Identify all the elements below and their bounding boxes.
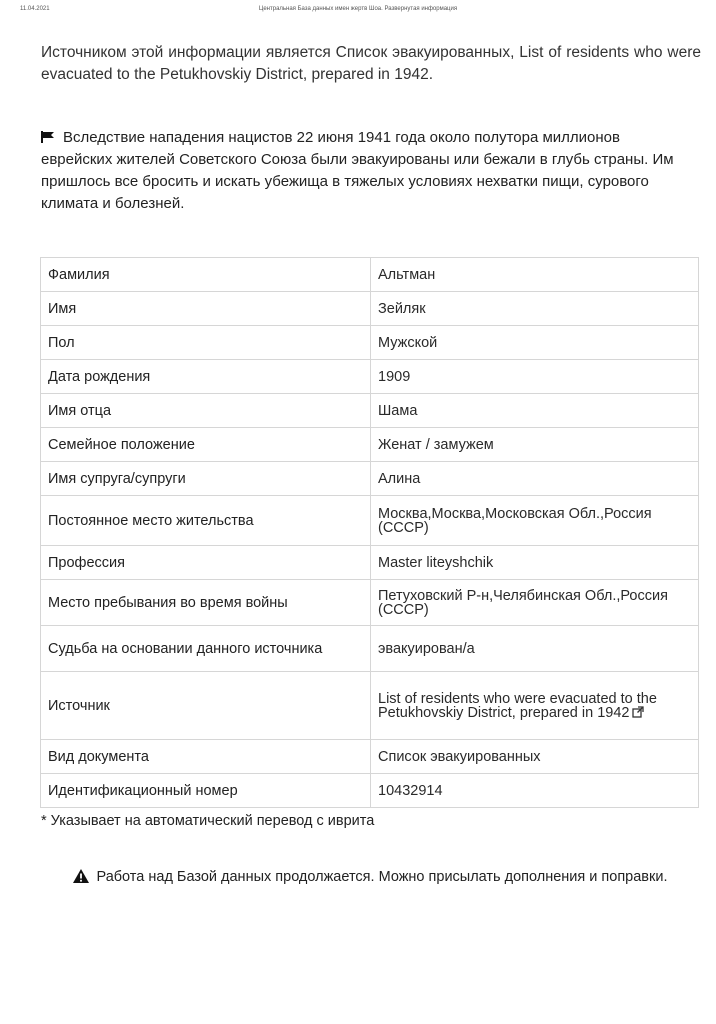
print-date: 11.04.2021: [20, 6, 50, 12]
row-value: Москва,Москва,Московская Обл.,Россия (СССР): [371, 496, 699, 546]
record-details-table: [40, 257, 699, 808]
row-value: Шама: [371, 394, 699, 428]
row-value: Альтман: [371, 258, 699, 292]
table-row: [41, 462, 699, 496]
notice-text: Вследствие нападения нацистов 22 июня 1941 года около полутора миллионов еврейских жителей Советского Союза были эвакуированы или бежали в глубь страны. Им пришлось все бросить и искать убежища в тяжелых условиях нехватки пищи, сурового климата и болезней.: [41, 129, 674, 212]
table-row: [41, 774, 699, 808]
flag-icon: [41, 128, 55, 140]
table-row: [41, 580, 699, 626]
table-row: [41, 546, 699, 580]
row-value: Петуховский Р-н,Челябинская Обл.,Россия (СССР): [371, 580, 699, 626]
warning-triangle-icon: [73, 868, 89, 882]
source-intro: Источником этой информации является Список эвакуированных, List of residents who were evacuated to the Petukhovskiy District, prepared in 1942.: [41, 44, 701, 83]
table-row: [41, 626, 699, 672]
row-value: Список эвакуированных: [371, 740, 699, 774]
database-warning: [60, 866, 680, 888]
row-label: Имя: [41, 292, 371, 326]
translation-footnote: * Указывает на автоматический перевод с иврита: [41, 813, 375, 829]
row-value: Алина: [371, 462, 699, 496]
row-label: Профессия: [41, 546, 371, 580]
external-link-icon[interactable]: [632, 706, 644, 718]
table-row: [41, 394, 699, 428]
row-label: Место пребывания во время войны: [41, 580, 371, 626]
table-row: [41, 360, 699, 394]
row-label: Вид документа: [41, 740, 371, 774]
evacuation-notice: [41, 127, 681, 215]
row-label: Постоянное место жительства: [41, 496, 371, 546]
row-label: Дата рождения: [41, 360, 371, 394]
row-value: Зейляк: [371, 292, 699, 326]
table-row: [41, 326, 699, 360]
row-label: Судьба на основании данного источника: [41, 626, 371, 672]
table-row: [41, 258, 699, 292]
row-value: эвакуирован/а: [371, 626, 699, 672]
row-value: Женат / замужем: [371, 428, 699, 462]
table-row: [41, 428, 699, 462]
row-label: Семейное положение: [41, 428, 371, 462]
row-label: Имя супруга/супруги: [41, 462, 371, 496]
row-label: Имя отца: [41, 394, 371, 428]
print-title: Центральная База данных имен жертв Шоа. Развернутая информация: [258, 6, 458, 12]
row-label: Фамилия: [41, 258, 371, 292]
row-label: Идентификационный номер: [41, 774, 371, 808]
warning-text: Работа над Базой данных продолжается. Можно присылать дополнения и поправки.: [96, 869, 668, 885]
table-row: [41, 672, 699, 740]
table-row: [41, 740, 699, 774]
row-value: 10432914: [371, 774, 699, 808]
print-header: [0, 6, 716, 18]
source-value: [371, 672, 699, 740]
row-value: Мужской: [371, 326, 699, 360]
row-value: 1909: [371, 360, 699, 394]
table-row: [41, 496, 699, 546]
row-value: Master liteyshchik: [371, 546, 699, 580]
table-row: [41, 292, 699, 326]
row-label: Пол: [41, 326, 371, 360]
row-label: Источник: [41, 672, 371, 740]
source-link[interactable]: List of residents who were evacuated to the Petukhovskiy District, prepared in 1942: [378, 690, 657, 721]
